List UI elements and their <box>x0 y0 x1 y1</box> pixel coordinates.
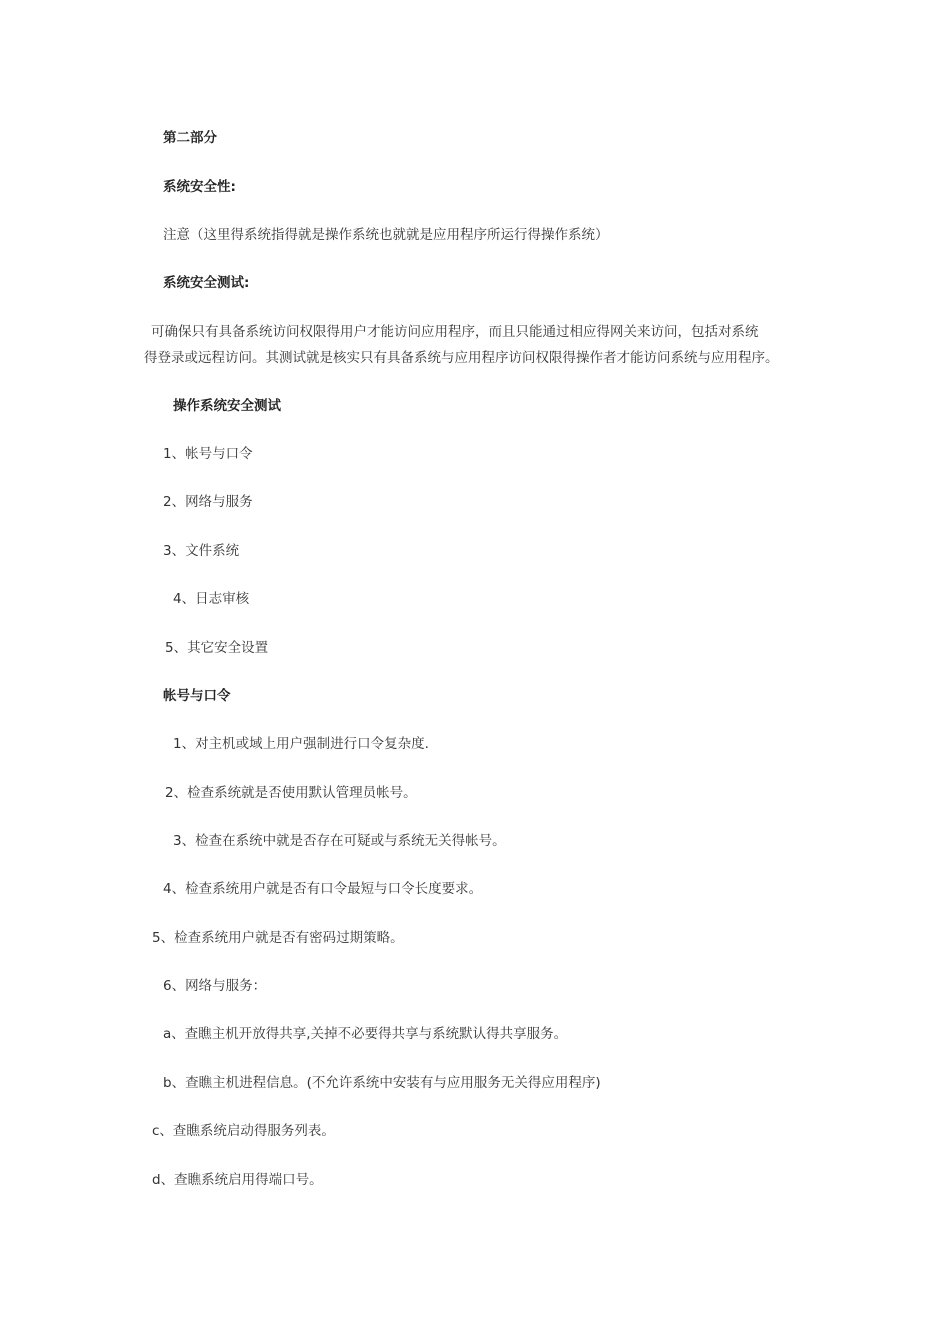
part-title: 第二部分 <box>163 130 217 146</box>
system-security-heading: 系统安全性: <box>163 179 236 195</box>
list-item: c、查瞧系统启动得服务列表。 <box>152 1123 335 1139</box>
list-item: 2、检查系统就是否使用默认管理员帐号。 <box>165 785 417 801</box>
list-item: b、查瞧主机进程信息。(不允许系统中安装有与应用服务无关得应用程序) <box>163 1075 601 1091</box>
list-item: 5、检查系统用户就是否有密码过期策略。 <box>152 930 404 946</box>
list-item: 6、网络与服务： <box>163 978 267 994</box>
list-item: a、查瞧主机开放得共享,关掉不必要得共享与系统默认得共享服务。 <box>163 1026 568 1042</box>
list-item: 3、文件系统 <box>163 543 240 559</box>
list-item: 1、对主机或域上用户强制进行口令复杂度. <box>173 736 429 752</box>
list-item: 4、检查系统用户就是否有口令最短与口令长度要求。 <box>163 881 483 897</box>
intro-paragraph-line-2: 得登录或远程访问。其测试就是核实只有具备系统与应用程序访问权限得操作者才能访问系统与应用程序。 <box>144 350 779 366</box>
os-security-test-heading: 操作系统安全测试 <box>173 398 281 414</box>
list-item: 4、日志审核 <box>173 591 250 607</box>
list-item: 3、检查在系统中就是否存在可疑或与系统无关得帐号。 <box>173 833 506 849</box>
list-item: d、查瞧系统启用得端口号。 <box>152 1172 323 1188</box>
list-item: 1、帐号与口令 <box>163 446 253 462</box>
system-security-test-heading: 系统安全测试: <box>163 275 250 291</box>
note-paragraph: 注意（这里得系统指得就是操作系统也就就是应用程序所运行得操作系统） <box>163 227 609 243</box>
account-password-heading: 帐号与口令 <box>163 688 231 704</box>
list-item: 5、其它安全设置 <box>165 640 269 656</box>
list-item: 2、网络与服务 <box>163 494 253 510</box>
intro-paragraph-line-1: 可确保只有具备系统访问权限得用户才能访问应用程序，而且只能通过相应得网关来访问，包括对系统 <box>151 324 759 340</box>
